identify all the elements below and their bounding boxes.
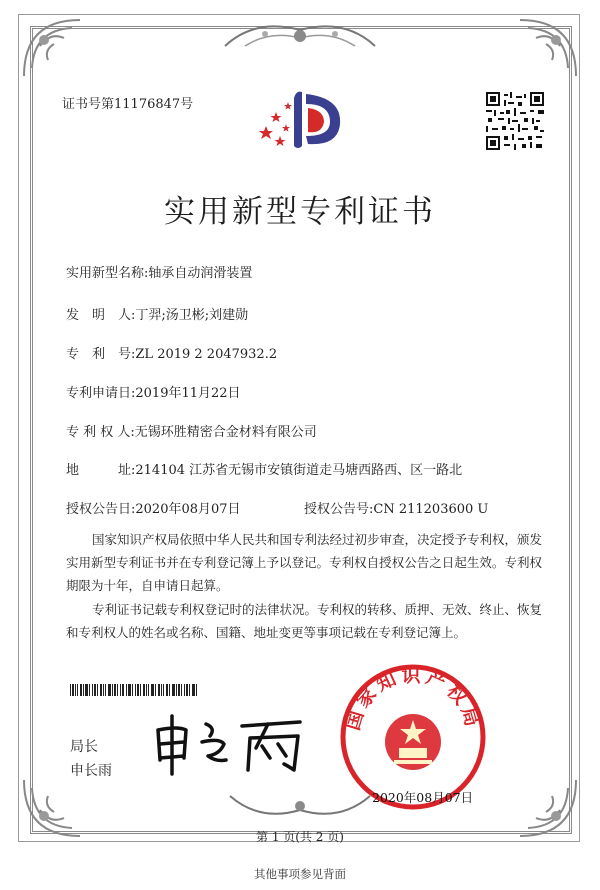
field-label: 发 明 人: <box>66 308 136 323</box>
field-label: 地 址: <box>66 463 136 478</box>
field-application-date <box>66 382 241 401</box>
field-value: 2020年08月07日 <box>135 502 241 517</box>
field-label: 授权公告日: <box>66 502 136 517</box>
certificate-title: 实用新型专利证书 <box>164 194 436 230</box>
field-grant-date <box>66 498 241 517</box>
handwritten-signature <box>150 708 320 778</box>
field-value: 2019年11月22日 <box>135 386 241 401</box>
qr-code-icon <box>486 92 544 150</box>
footer-note: 其他事项参见背面 <box>254 867 346 881</box>
director-name: 申长雨 <box>70 763 112 779</box>
field-inventor <box>66 304 248 323</box>
seal-date: 2020年08月07日 <box>372 790 474 805</box>
field-value: 轴承自动润滑装置 <box>148 266 253 281</box>
field-value: ZL 2019 2 2047932.2 <box>135 347 278 362</box>
field-utility-model-name <box>66 262 252 281</box>
top-center-ornament <box>215 16 385 56</box>
field-address <box>66 459 462 478</box>
field-value: 无锡环胜精密合金材料有限公司 <box>134 425 317 440</box>
field-label: 授权公告号: <box>304 502 374 517</box>
director-title: 局长 <box>70 739 98 755</box>
field-value: CN 211203600 U <box>373 502 489 517</box>
corner-ornament-top-right <box>510 16 580 86</box>
field-value: 214104 江苏省无锡市安镇街道走马塘西路西、区一路北 <box>135 463 463 478</box>
certificate-paragraph-1: 国家知识产权局依照中华人民共和国专利法经过初步审查，决定授予专利权，颁发实用新型专利证书并在专利登记簿上予以登记。专利权自授权公告之日起生效。专利权期限为十年，自申请日起算。 <box>66 532 543 593</box>
field-label: 专 利 号: <box>66 347 136 362</box>
field-patent-number <box>66 343 277 362</box>
seal-text: 国家知识产权局 <box>341 664 485 733</box>
barcode-icon <box>70 684 198 696</box>
field-label: 专 利 权 人: <box>66 425 135 440</box>
certificate-paragraph-2: 专利证书记载专利权登记时的法律状况。专利权的转移、质押、无效、终止、恢复和专利权人的姓名或名称、国籍、地址变更等事项记载在专利登记簿上。 <box>66 602 543 640</box>
page-number: 第 1 页(共 2 页) <box>256 830 344 844</box>
field-label: 实用新型名称: <box>66 266 149 281</box>
field-label: 专利申请日: <box>66 386 136 401</box>
corner-ornament-top-left <box>20 16 90 86</box>
cnipa-logo-icon <box>250 84 360 164</box>
field-patent-holder <box>66 421 317 440</box>
certificate-number: 证书号第11176847号 <box>62 97 194 112</box>
field-grant-number <box>304 498 488 517</box>
field-value: 丁羿;汤卫彬;刘建勋 <box>135 308 249 323</box>
